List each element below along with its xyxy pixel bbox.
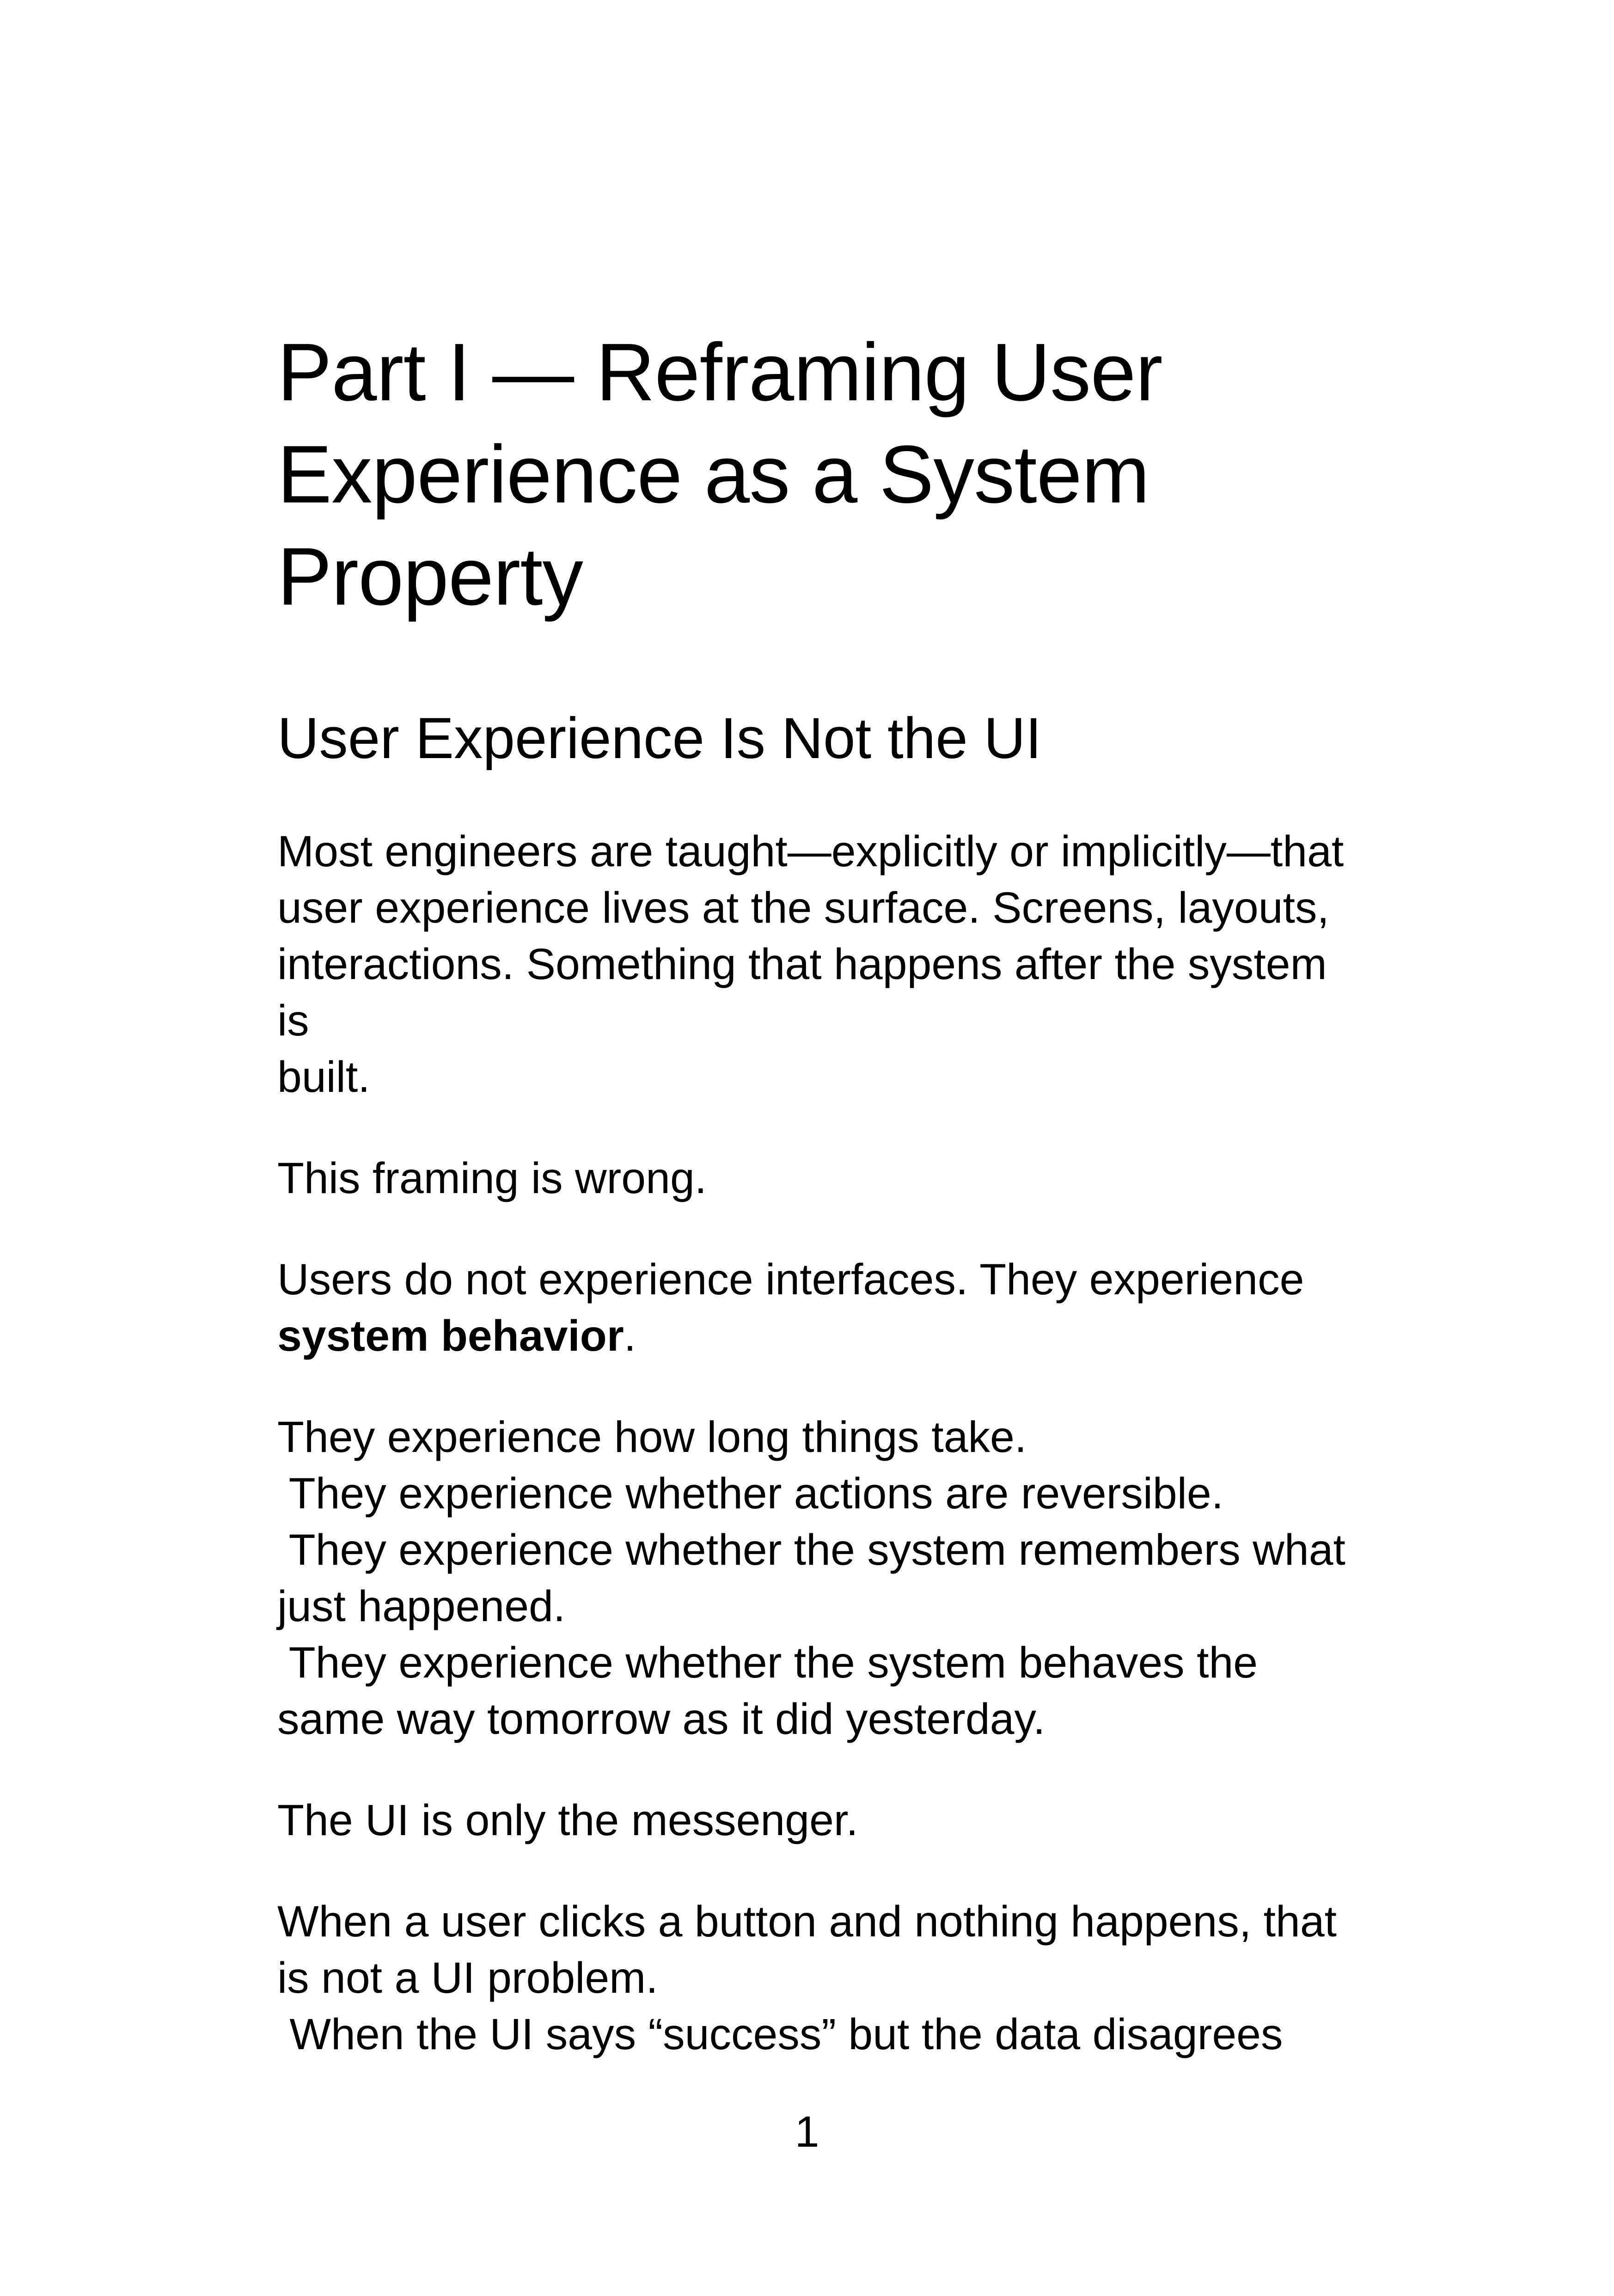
paragraph-line: Users do not experience interfaces. They experience <box>277 1255 1304 1304</box>
paragraph-ui-messenger: The UI is only the messenger. <box>277 1796 858 1845</box>
part-title-line: Experience as a System <box>277 429 1149 520</box>
page-content <box>277 321 1354 2063</box>
paragraph-line: is not a UI problem. <box>277 1953 658 2002</box>
paragraph-line: When a user clicks a button and nothing happens, that <box>277 1897 1337 1946</box>
paragraph-line: just happened. <box>277 1582 566 1631</box>
paragraph-line: They experience how long things take. <box>277 1413 1027 1462</box>
part-title-line: Property <box>277 531 583 622</box>
part-title <box>277 321 1354 628</box>
paragraph-line: interactions. Something that happens after the system is <box>277 940 1327 1045</box>
paragraph-engineers-taught <box>277 823 1354 1105</box>
paragraph-line: They experience whether the system remembers what <box>277 1525 1345 1574</box>
paragraph-line: built. <box>277 1053 370 1102</box>
paragraph-line: They experience whether actions are reversible. <box>277 1469 1224 1518</box>
paragraph-line: Most engineers are taught—explicitly or implicitly—that <box>277 827 1344 876</box>
paragraph-they-experience <box>277 1409 1354 1747</box>
part-title-line: Part I — Reframing User <box>277 326 1162 418</box>
paragraph-line: user experience lives at the surface. Screens, layouts, <box>277 883 1329 932</box>
emphasis-system-behavior: system behavior <box>277 1311 624 1360</box>
paragraph-punctuation: . <box>624 1311 636 1360</box>
paragraph-line: When the UI says “success” but the data disagrees <box>277 2010 1283 2059</box>
paragraph-button-nothing-happens <box>277 1893 1354 2063</box>
page-number: 1 <box>795 2107 819 2156</box>
paragraph-framing-wrong: This framing is wrong. <box>277 1154 707 1203</box>
paragraph-users-experience <box>277 1251 1354 1364</box>
paragraph-line: They experience whether the system behaves the <box>277 1638 1258 1687</box>
paragraph-line: same way tomorrow as it did yesterday. <box>277 1695 1045 1744</box>
section-heading: User Experience Is Not the UI <box>277 706 1042 771</box>
